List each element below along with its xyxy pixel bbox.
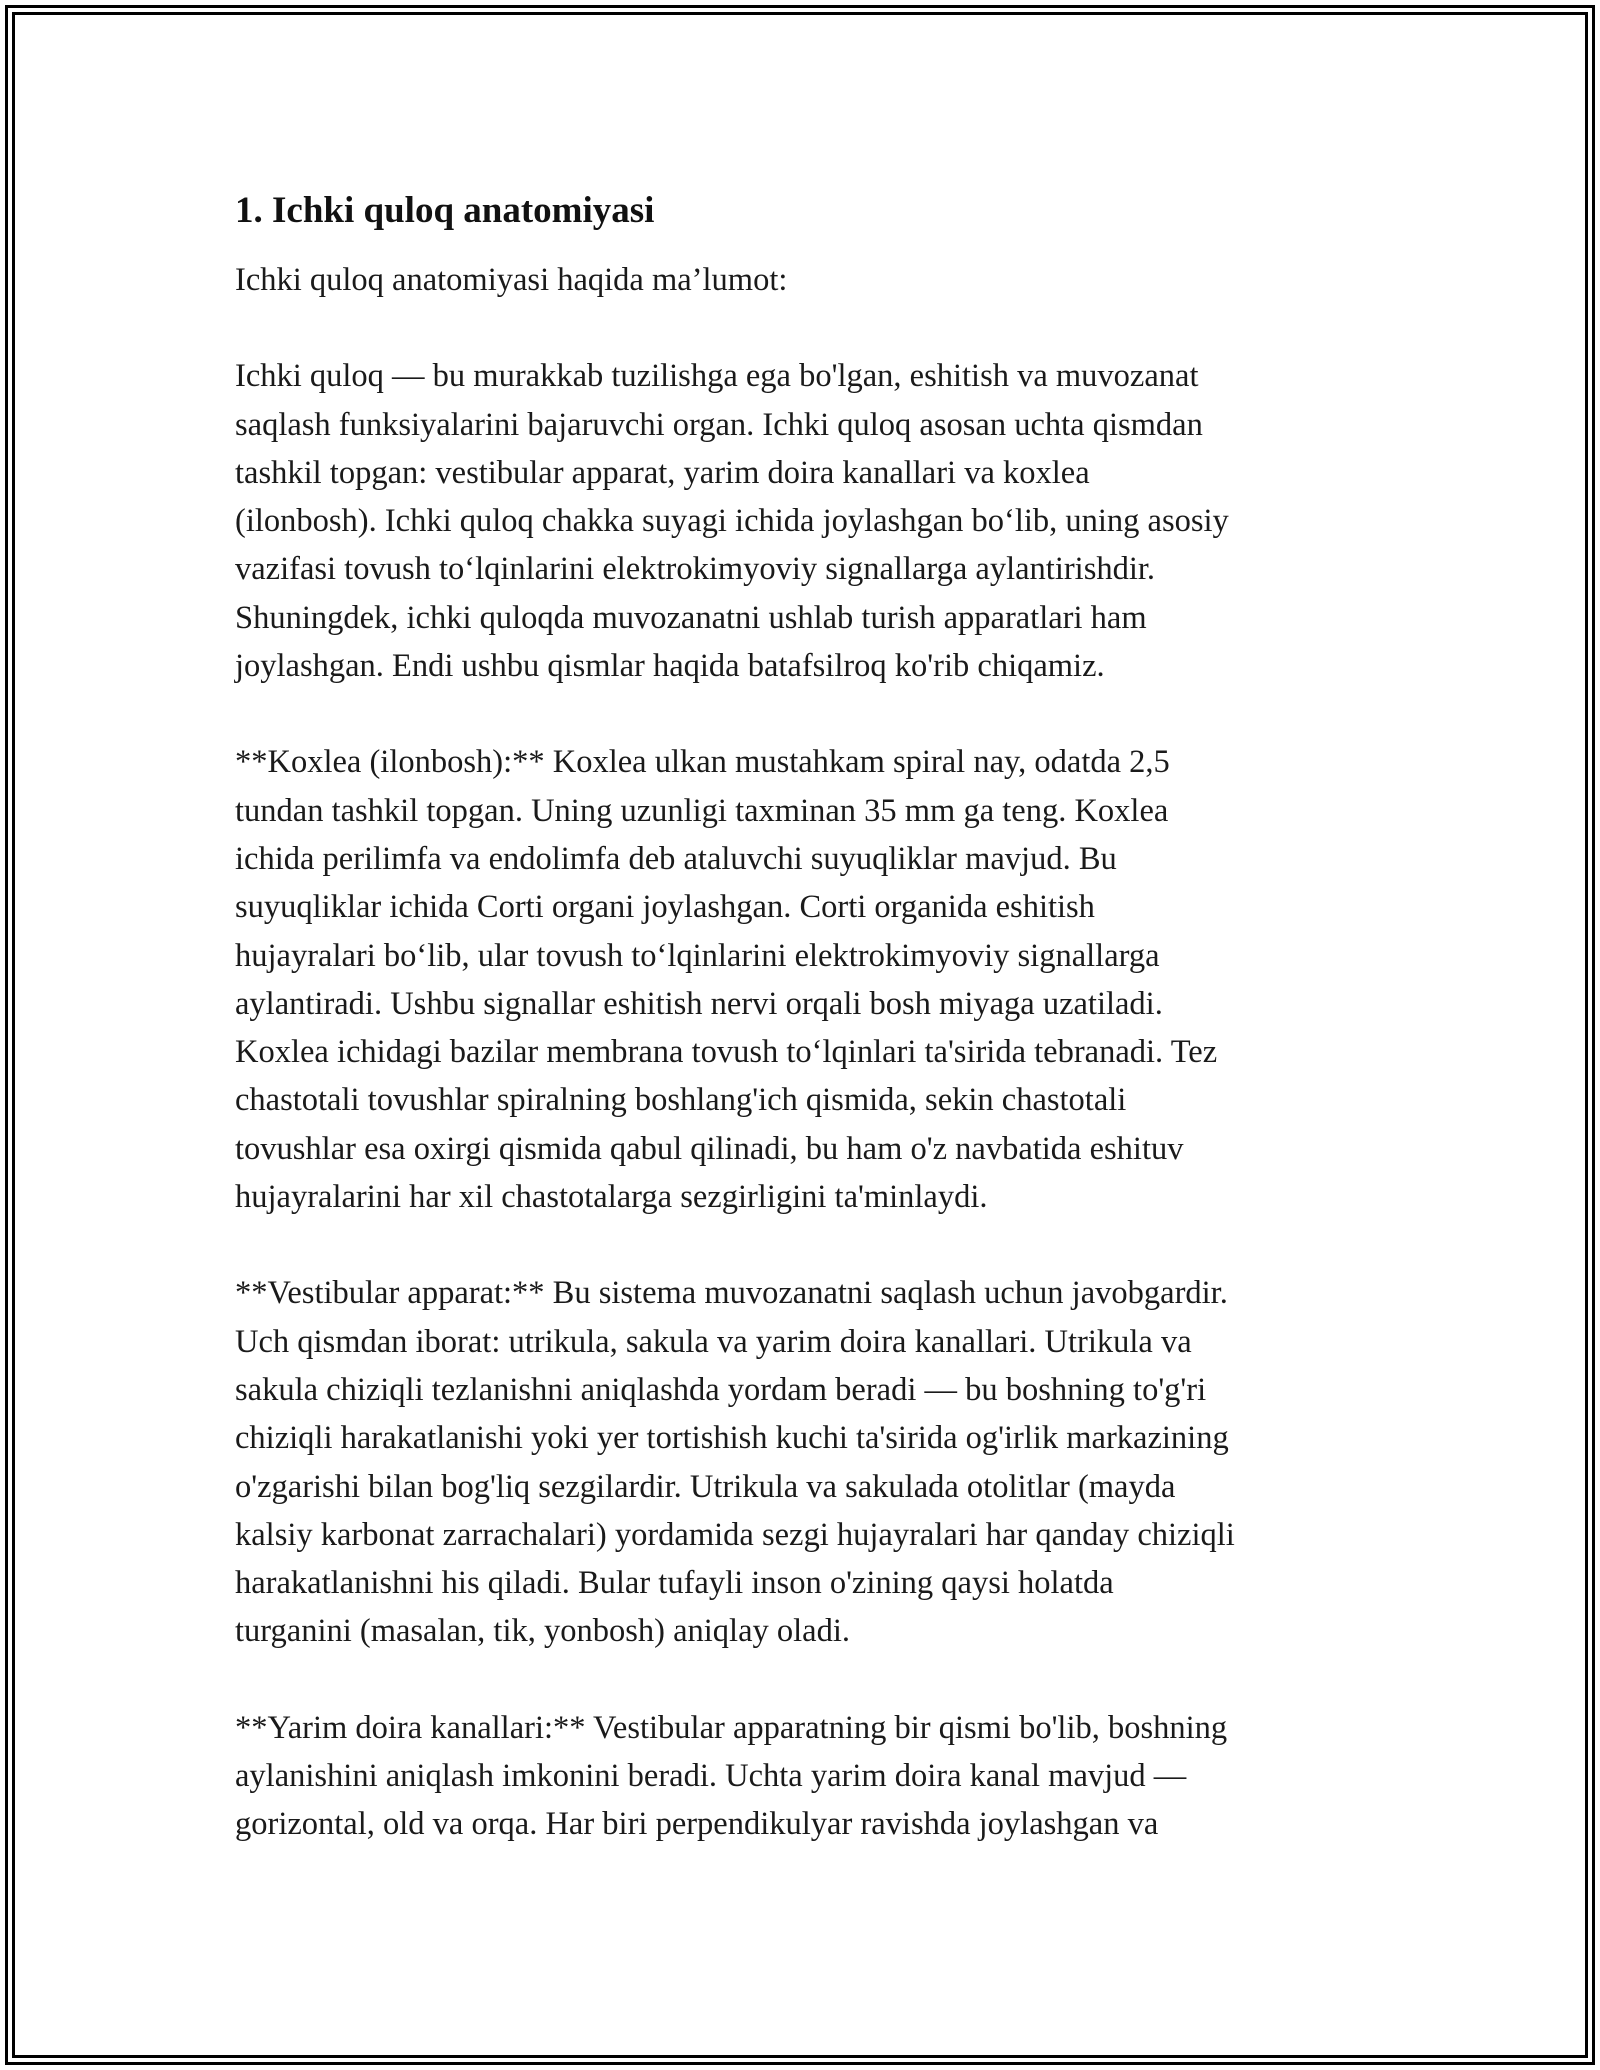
paragraph-line: Ichki quloq — bu murakkab tuzilishga ega bo'lgan, eshitish va muvozanat <box>235 358 1199 395</box>
paragraph-line: harakatlanishni his qiladi. Bular tufayli inson o'zining qaysi holatda <box>235 1565 1114 1602</box>
paragraph-line: chiziqli harakatlanishi yoki yer tortishish kuchi ta'sirida og'irlik markazining <box>235 1420 1229 1457</box>
section-title: 1. Ichki quloq anatomiyasi <box>235 190 655 231</box>
paragraph-line: sakula chiziqli tezlanishni aniqlashda yordam beradi — bu boshning to'g'ri <box>235 1371 1207 1408</box>
paragraph-line: hujayralari bo‘lib, ular tovush to‘lqinlarini elektrokimyoviy signallarga <box>235 937 1160 974</box>
paragraph-vestibular <box>235 1269 1375 1655</box>
paragraph-line: Uch qismdan iborat: utrikula, sakula va yarim doira kanallari. Utrikula va <box>235 1323 1192 1360</box>
paragraph-overview <box>235 352 1375 690</box>
paragraph-line: hujayralarini har xil chastotalarga sezgirligini ta'minlaydi. <box>235 1179 988 1216</box>
paragraph-koxlea <box>235 738 1375 1221</box>
paragraph-line: chastotali tovushlar spiralning boshlang'ich qismida, sekin chastotali <box>235 1082 1127 1119</box>
paragraph-line: Shuningdek, ichki quloqda muvozanatni ushlab turish apparatlari ham <box>235 599 1147 636</box>
paragraph-line: tundan tashkil topgan. Uning uzunligi taxminan 35 mm ga teng. Koxlea <box>235 792 1169 829</box>
paragraph-line: (ilonbosh). Ichki quloq chakka suyagi ichida joylashgan bo‘lib, uning asosiy <box>235 503 1229 540</box>
paragraph-line: turganini (masalan, tik, yonbosh) aniqlay oladi. <box>235 1613 850 1650</box>
paragraph-line: aylanishini aniqlash imkonini beradi. Uchta yarim doira kanal mavjud — <box>235 1758 1187 1795</box>
paragraph-line: **Vestibular apparat:** Bu sistema muvozanatni saqlash uchun javobgardir. <box>235 1275 1228 1312</box>
paragraph-line: vazifasi tovush to‘lqinlarini elektrokimyoviy signallarga aylantirishdir. <box>235 551 1156 588</box>
paragraph-line: Koxlea ichidagi bazilar membrana tovush to‘lqinlari ta'sirida tebranadi. Tez <box>235 1034 1218 1071</box>
paragraph-line: tovushlar esa oxirgi qismida qabul qilinadi, bu ham o'z navbatida eshituv <box>235 1130 1184 1167</box>
paragraph-line: Ichki quloq anatomiyasi haqida ma’lumot: <box>235 262 788 298</box>
paragraph-line: **Yarim doira kanallari:** Vestibular apparatning bir qismi bo'lib, boshning <box>235 1709 1228 1746</box>
paragraph-line: **Koxlea (ilonbosh):** Koxlea ulkan mustahkam spiral nay, odatda 2,5 <box>235 744 1170 781</box>
paragraph-line: joylashgan. Endi ushbu qismlar haqida batafsilroq ko'rib chiqamiz. <box>235 648 1105 685</box>
paragraph-line: saqlash funksiyalarini bajaruvchi organ. Ichki quloq asosan uchta qismdan <box>235 406 1203 443</box>
document-body <box>235 186 1375 1897</box>
paragraph-line: o'zgarishi bilan bog'liq sezgilardir. Utrikula va sakulada otolitlar (mayda <box>235 1468 1176 1505</box>
paragraph-line: gorizontal, old va orqa. Har biri perpendikulyar ravishda joylashgan va <box>235 1806 1159 1843</box>
paragraph-line: aylantiradi. Ushbu signallar eshitish nervi orqali bosh miyaga uzatiladi. <box>235 985 1163 1022</box>
paragraph-line: tashkil topgan: vestibular apparat, yarim doira kanallari va koxlea <box>235 454 1090 491</box>
paragraph-line: ichida perilimfa va endolimfa deb ataluvchi suyuqliklar mavjud. Bu <box>235 840 1117 877</box>
paragraph-line: kalsiy karbonat zarrachalari) yordamida sezgi hujayralari har qanday chiziqli <box>235 1516 1235 1553</box>
paragraph-line: suyuqliklar ichida Corti organi joylashgan. Corti organida eshitish <box>235 889 1095 926</box>
paragraph-intro <box>235 256 1375 304</box>
paragraph-semicircular-canals <box>235 1704 1375 1849</box>
